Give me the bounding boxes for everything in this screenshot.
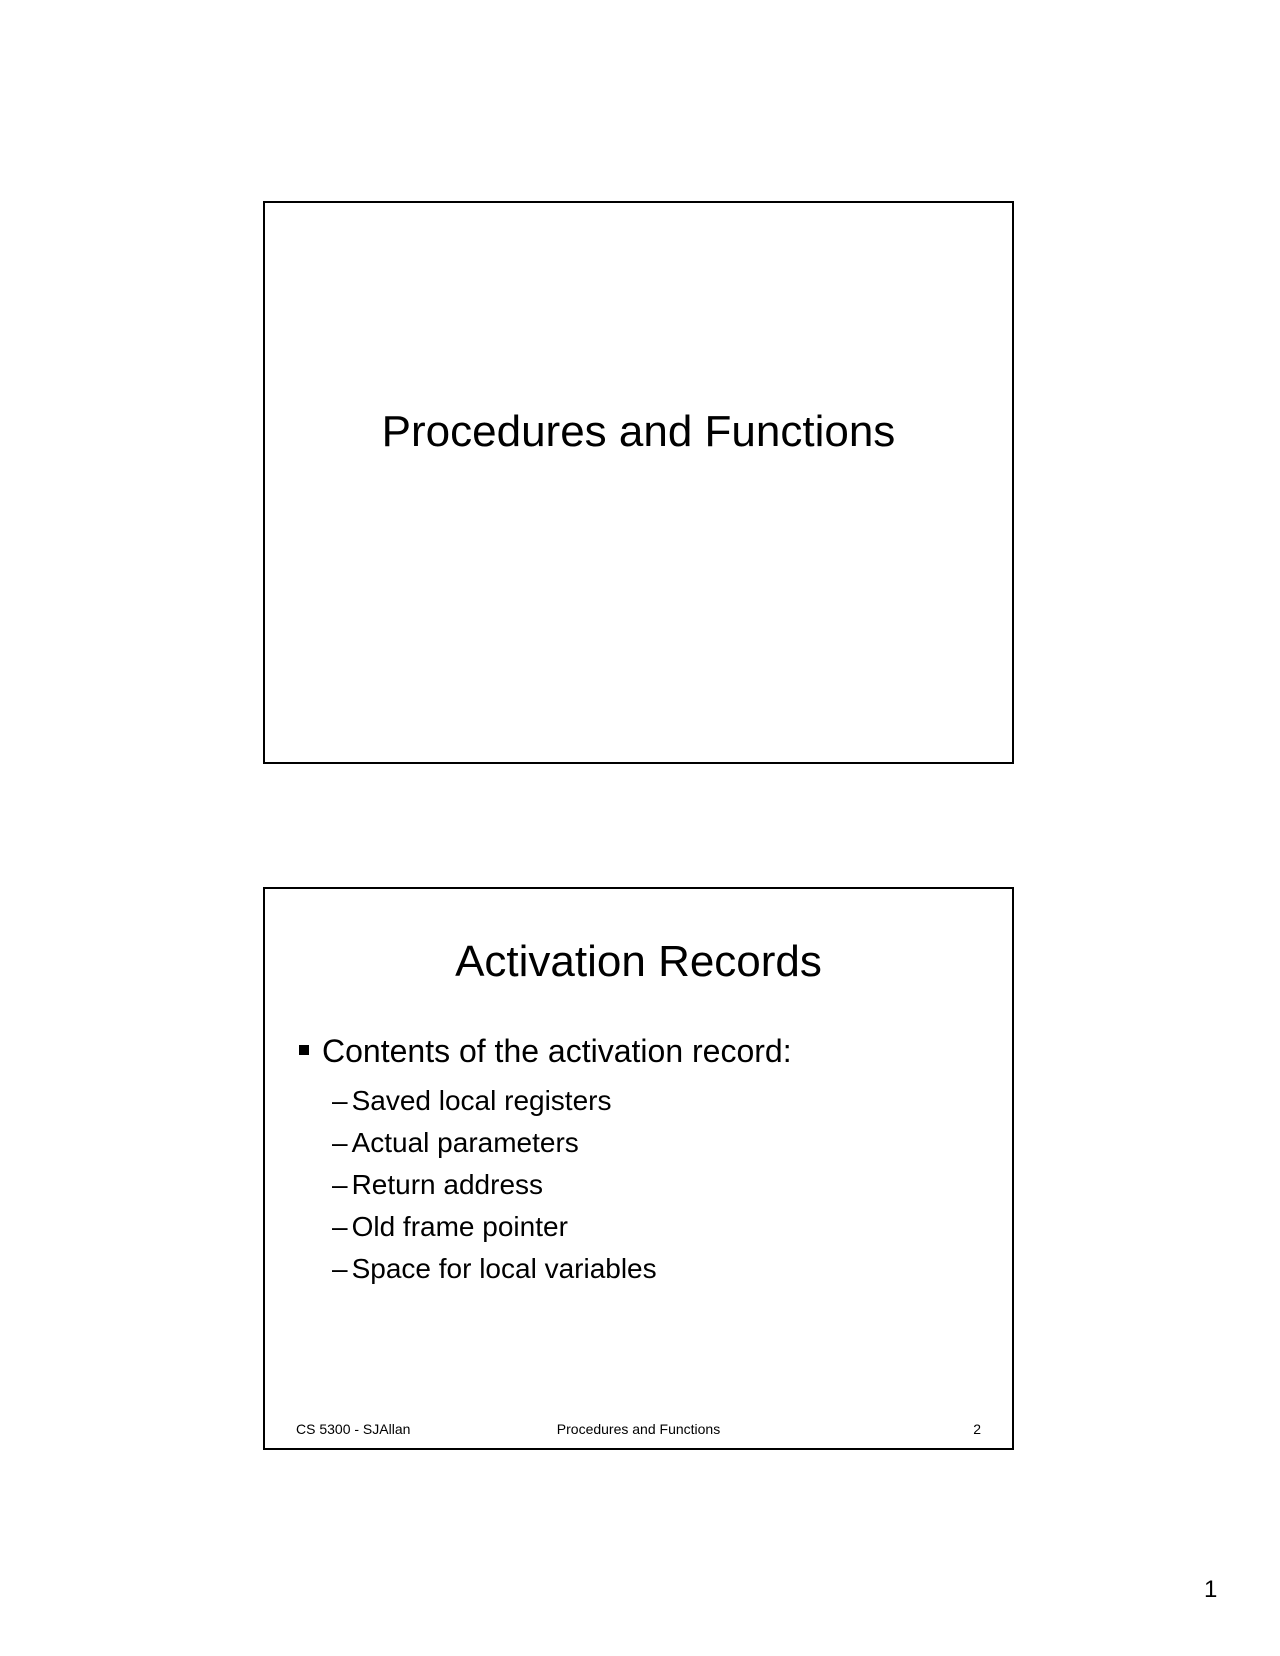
sub-bullet-list bbox=[332, 1080, 657, 1290]
sub-bullet-text: Old frame pointer bbox=[351, 1211, 568, 1242]
dash-icon: – bbox=[332, 1127, 348, 1158]
footer-slide-number: 2 bbox=[973, 1421, 981, 1437]
sub-bullet-text: Actual parameters bbox=[351, 1127, 579, 1158]
slide-2 bbox=[263, 887, 1014, 1450]
sub-bullet-text: Return address bbox=[351, 1169, 544, 1200]
dash-icon: – bbox=[332, 1253, 348, 1284]
slide-1-title: Procedures and Functions bbox=[381, 407, 896, 456]
dash-icon: – bbox=[332, 1085, 348, 1116]
dash-icon: – bbox=[332, 1211, 348, 1242]
sub-bullet-text: Space for local variables bbox=[351, 1253, 657, 1284]
sub-bullet-item bbox=[332, 1248, 657, 1290]
page-number: 1 bbox=[1204, 1576, 1218, 1603]
dash-icon: – bbox=[332, 1169, 348, 1200]
slide-2-title: Activation Records bbox=[455, 937, 822, 986]
footer-course: CS 5300 - SJAllan bbox=[296, 1421, 411, 1437]
footer-title: Procedures and Functions bbox=[556, 1421, 721, 1437]
slide-1 bbox=[263, 201, 1014, 764]
sub-bullet-item bbox=[332, 1080, 657, 1122]
main-bullet-text: Contents of the activation record: bbox=[322, 1033, 792, 1069]
main-bullet bbox=[299, 1032, 792, 1070]
sub-bullet-item bbox=[332, 1164, 657, 1206]
sub-bullet-item bbox=[332, 1206, 657, 1248]
sub-bullet-text: Saved local registers bbox=[351, 1085, 612, 1116]
square-bullet-icon bbox=[299, 1045, 309, 1055]
sub-bullet-item bbox=[332, 1122, 657, 1164]
